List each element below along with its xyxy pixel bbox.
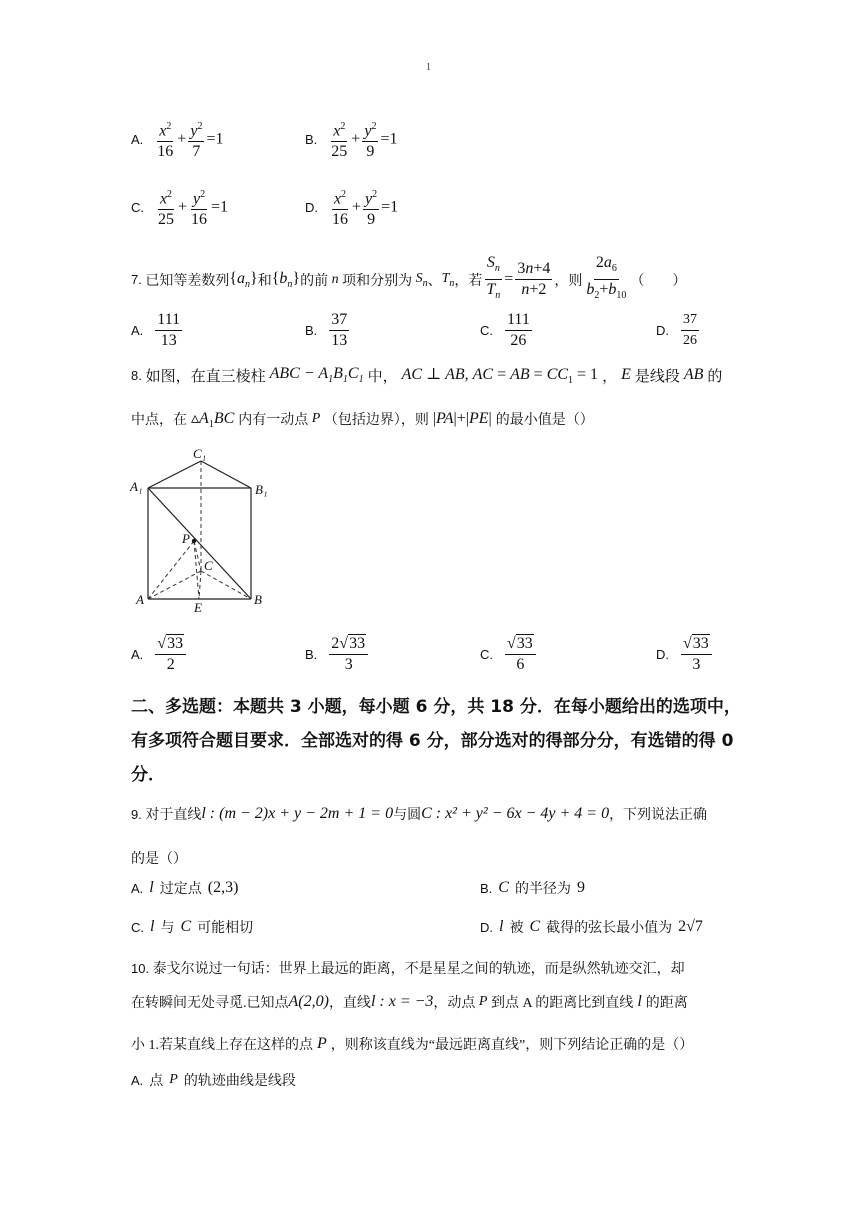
q8-option-a: A. $\frac{√33}{2}$: [131, 635, 188, 674]
q9-option-math: 9: [576, 879, 585, 896]
option-label: B.: [305, 647, 318, 662]
option-label: A.: [131, 880, 144, 896]
q6-option-c: [131, 186, 228, 229]
q9-option-text: 过定点: [159, 882, 202, 897]
q9-option-b: B. C 的半径为 9: [480, 879, 585, 897]
q8-option-b: B. $\frac{2√33}{3}$: [305, 635, 370, 674]
label-e: E: [194, 600, 202, 615]
q6-option-b: [305, 118, 397, 161]
question-number: 7.: [131, 272, 142, 288]
q10-text: 的距离: [645, 996, 688, 1011]
q9-option-text: 被: [509, 921, 524, 936]
label-a: A: [136, 592, 144, 607]
q9-circle-equation: C : x² + y² − 6x − 4y + 4 = 0: [421, 805, 610, 822]
q10-option-text: 的轨迹曲线是线段: [183, 1074, 296, 1089]
q7-answer-bracket: （ ）: [630, 273, 687, 289]
q8-text: （包括边界），则: [323, 413, 429, 429]
option-label: A.: [131, 1072, 144, 1088]
q9-option-c: C. l 与 C 可能相切: [131, 918, 254, 936]
q8-text: 的最小值是（）: [495, 413, 594, 429]
q7-text: ，若: [454, 273, 483, 289]
option-label: B.: [480, 880, 493, 896]
option-label: C.: [131, 200, 144, 216]
question-10-line1: [131, 958, 685, 978]
q9-option-text: 的半径为: [514, 882, 571, 897]
section-header-line: 分．: [131, 765, 165, 785]
q6-option-d: [305, 186, 398, 229]
q9-option-math: 2√7: [678, 918, 703, 935]
q9-text: ，下列说法正确: [609, 808, 708, 823]
q9-text: 的是（）: [131, 852, 187, 867]
q8-text: ，: [602, 368, 618, 385]
q9-line-equation: l : (m − 2)x + y − 2m + 1 = 0: [201, 805, 394, 822]
option-label: D.: [656, 647, 669, 662]
question-7: 7. 已知等差数列 $\{a_n\}$ 和 $\{b_n\}$ 的前 n 项和分别为 $S_n$ 、 $T_n$ ，若 $\frac{S_n}{T_n}$ = $\frac{3n+4}{n+2}$ ，则 $\frac{2a_6}{b_2+b_{10}}$ （ ）: [131, 254, 687, 302]
q8-text: 如图，在直三棱柱: [145, 368, 266, 385]
q7-text: 已知等差数列: [145, 273, 230, 289]
q9-text: 与圆: [393, 808, 422, 823]
q9-option-text: 截得的弦长最小值为: [546, 921, 673, 936]
q7-text: ，则: [554, 273, 583, 289]
option-label: C.: [480, 647, 493, 662]
question-8-line2: 中点，在 $▵A_1BC$ 内有一动点 P （包括边界），则 |PA|+|PE| 的最小值是（）: [131, 410, 594, 431]
section-header: [131, 690, 741, 792]
question-number: 8.: [131, 367, 142, 383]
page-number: 1: [426, 62, 431, 73]
q9-option-math: (2,3): [207, 879, 239, 896]
q6-option-d-formula: $\frac{x^2}{16}$ + $\frac{y^2}{9}$ =1: [328, 186, 398, 229]
option-label: C.: [480, 323, 493, 338]
q10-line: l : x = −3: [370, 993, 434, 1010]
question-number: 9.: [131, 806, 142, 822]
option-label: D.: [656, 323, 669, 338]
q6-option-c-formula: $\frac{x^2}{25}$ + $\frac{y^2}{16}$ =1: [154, 186, 228, 229]
q8-text: 中点，在: [131, 413, 187, 429]
option-label: D.: [480, 919, 493, 935]
q6-option-a-formula: $\frac{x^2}{16}$ + $\frac{y^2}{7}$ =1: [153, 118, 223, 161]
q7-option-b: B. $\frac{37}{13}$: [305, 311, 348, 349]
q7-text: 项和分别为: [342, 273, 413, 289]
q8-text: 中，: [367, 368, 398, 385]
q9-option-a: A. l 过定点 (2,3): [131, 879, 239, 897]
section-header-line: 有多项符合题目要求．全部选对的得 6 分，部分选对的得部分分，有选错的得 0: [131, 731, 734, 751]
q10-text: ，直线: [328, 996, 371, 1011]
label-b: B: [254, 592, 262, 607]
q7-option-c: C. $\frac{111}{26}$: [480, 311, 530, 349]
q7-option-d: D. $\frac{37}{26}$: [656, 312, 697, 348]
q7-text: 和: [257, 273, 272, 289]
q10-option-a: A. 点 P 的轨迹曲线是线段: [131, 1072, 296, 1089]
q10-text: 泰戈尔说过一句话：世界上最远的距离，不是星星之间的轨迹，而是纵然轨迹交汇，却: [152, 962, 685, 977]
q9-option-d: D. l 被 C 截得的弦长最小值为 2√7: [480, 918, 703, 936]
label-c: C: [204, 558, 213, 573]
label-p: P: [182, 531, 190, 546]
q10-text: 到点 A 的距离比到直线: [490, 996, 634, 1011]
prism-figure: [126, 444, 286, 616]
section-header-line: 二、多选题：本题共 3 小题，每小题 6 分，共 18 分．在每小题给出的选项中，: [131, 697, 741, 717]
option-label: D.: [305, 200, 318, 216]
q6-option-b-formula: $\frac{x^2}{25}$ + $\frac{y^2}{9}$ =1: [327, 118, 397, 161]
q9-text: 对于直线: [145, 808, 202, 823]
question-9-line1: [131, 804, 707, 824]
option-label: B.: [305, 132, 318, 148]
question-10-line2: 在转瞬间无处寻觅.已知点 A(2,0) ，直线 l : x = −3 ，动点 P 到点 A 的距离比到直线 l 的距离: [131, 993, 688, 1011]
option-label: C.: [131, 919, 144, 935]
q10-text: 小 1.若某直线上存在这样的点: [131, 1038, 313, 1053]
option-label: A.: [131, 323, 144, 338]
q10-option-text: 点: [149, 1074, 164, 1089]
q10-text: ，则称该直线为“最远距离直线”，则下列结论正确的是（）: [330, 1038, 694, 1053]
q7-text: 的前: [300, 273, 329, 289]
q8-option-d: D. $\frac{√33}{3}$: [656, 635, 714, 674]
q9-option-text: 可能相切: [197, 921, 254, 936]
label-a1: A₁: [130, 479, 143, 494]
option-label: A.: [131, 132, 144, 148]
option-label: A.: [131, 647, 144, 662]
q6-option-a: [131, 118, 223, 161]
q10-text: ，动点: [433, 996, 476, 1011]
question-10-line3: 小 1.若某直线上存在这样的点 P ，则称该直线为“最远距离直线”，则下列结论正确的是（）: [131, 1035, 694, 1053]
q9-option-text: 与: [160, 921, 175, 936]
label-c1: C₁: [193, 446, 207, 461]
question-number: 10.: [131, 960, 150, 976]
option-label: B.: [305, 323, 318, 338]
q10-point: A(2,0): [288, 993, 329, 1010]
q8-option-c: C. $\frac{√33}{6}$: [480, 635, 538, 674]
question-8-line1: 8. 如图，在直三棱柱 ABC − $A_1B_1C_1$ 中， AC ⊥ AB, AC = AB = $CC_1 = 1$ ， E 是线段 AB 的: [131, 365, 723, 387]
q8-text: 内有一动点: [238, 413, 309, 429]
label-b1: B₁: [255, 482, 268, 497]
q8-text: 的: [707, 368, 723, 385]
q10-text: 在转瞬间无处寻觅.已知点: [131, 996, 289, 1011]
q8-text: 是线段: [634, 368, 680, 385]
point-p-marker: [192, 539, 196, 543]
q7-option-a: A. $\frac{111}{13}$: [131, 311, 181, 349]
